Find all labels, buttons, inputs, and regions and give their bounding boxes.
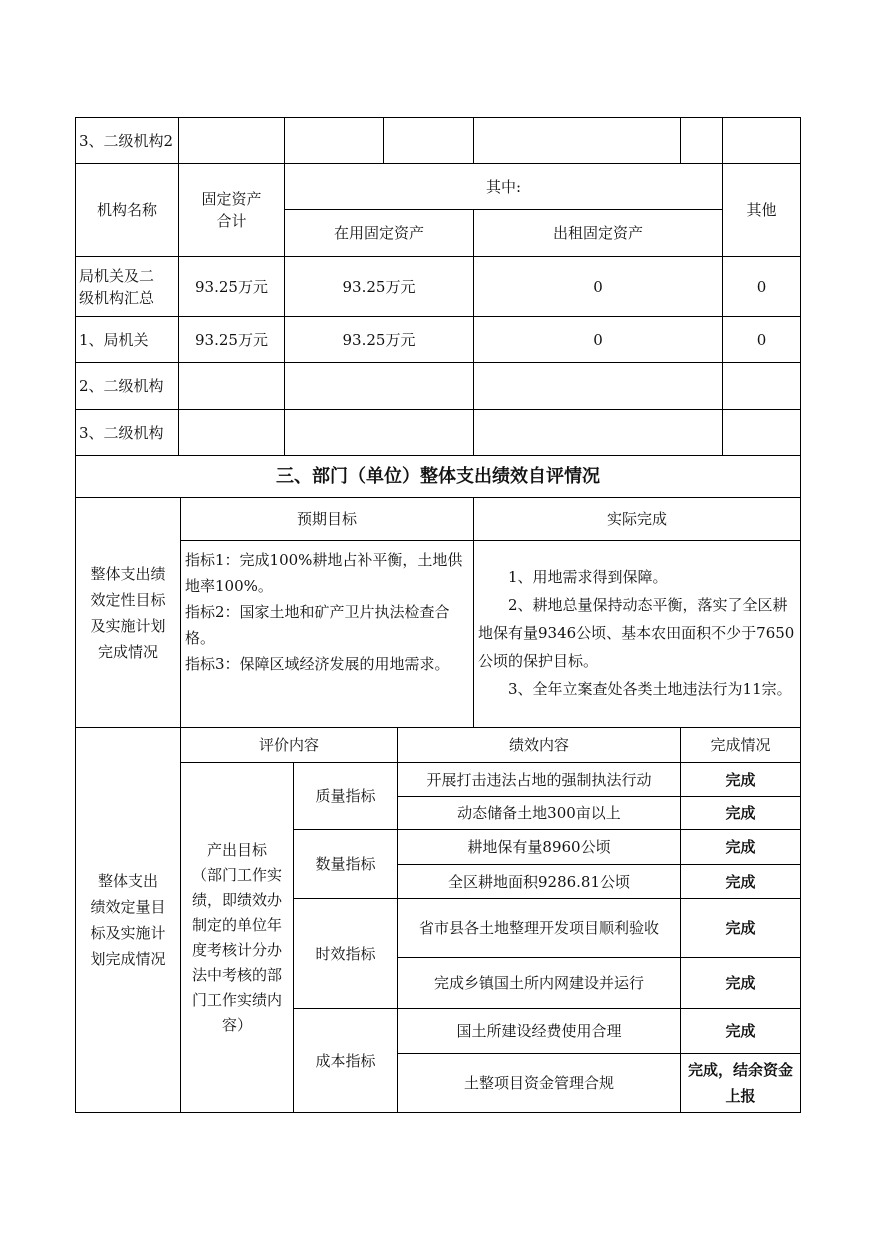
row-name: 3、二级机构 [79,423,164,442]
actual-results [474,541,800,727]
perf-item: 土整项目资金管理合规 [463,1074,614,1092]
output-target: 产出目标 （部门工作实 绩，即绩效办 制定的单位年 度考核计分办 法中考核的部 门工作实绩内 容） [191,840,282,1034]
status-cell: 完成 [725,974,756,992]
status-cell: 完成 [725,804,756,822]
perf-item: 国土所建设经费使用合理 [456,1022,622,1040]
quantitative-label: 整体支出 绩效定量目 标及实施计 划完成情况 [90,872,166,968]
section-title: 三、部门（单位）整体支出绩效自评情况 [276,465,600,487]
status-cell: 完成 [725,872,756,891]
perf-item: 开展打击违法占地的强制执法行动 [426,770,652,789]
status-cell: 完成 [725,838,756,856]
row-name: 局机关及二 级机构汇总 [79,266,155,307]
row-in-use: 93.25万元 [342,277,416,296]
status-cell: 完成，结余资金 上报 [687,1061,793,1105]
row-name: 1、局机关 [79,330,149,349]
row-total: 93.25万元 [195,277,268,296]
status-cell: 完成 [725,770,756,789]
perf-item: 动态储备土地300亩以上 [457,804,621,822]
row-name: 2、二级机构 [79,377,164,395]
indicator-group-quality: 质量指标 [315,787,376,805]
indicator-group-quantity: 数量指标 [315,855,376,873]
actual-result: 1、用地需求得到保障。 [508,568,668,586]
expected-goal: 指标2：国家土地和矿产卫片执法检查合格。 [185,603,450,647]
row-in-use: 93.25万元 [342,330,416,349]
status-cell: 完成 [725,1022,756,1040]
top-row-label: 3、二级机构2 [79,131,174,150]
indicator-group-cost: 成本指标 [315,1051,376,1070]
row-other: 0 [756,330,767,349]
actual-header: 实际完成 [606,510,667,528]
perf-header: 绩效内容 [508,736,569,754]
header-total: 固定资产 合计 [201,190,262,230]
indicator-group-timeliness: 时效指标 [315,944,376,963]
perf-item: 完成乡镇国土所内网建设并运行 [433,974,644,992]
row-total: 93.25万元 [195,330,268,349]
eval-header: 评价内容 [258,736,319,754]
perf-item: 省市县各土地整理开发项目顺利验收 [418,919,659,937]
row-rented: 0 [593,277,603,296]
header-rented: 出租固定资产 [552,224,643,242]
expected-goal: 指标3：保障区域经济发展的用地需求。 [185,655,450,673]
header-other: 其他 [746,201,777,219]
actual-result: 2、耕地总量保持动态平衡，落实了全区耕地保有量9346公顷、基本农田面积不少于7650公顷的保护目标。 [478,596,795,670]
expected-header: 预期目标 [296,510,357,528]
actual-result: 3、全年立案查处各类土地违法行为11宗。 [508,680,792,698]
header-among: 其中: [485,177,522,196]
perf-item: 耕地保有量8960公顷 [467,838,611,856]
status-cell: 完成 [725,919,756,937]
expected-goals [181,541,473,727]
qualitative-label: 整体支出绩 效定性目标 及实施计划 完成情况 [90,564,166,661]
status-header: 完成情况 [710,736,771,754]
row-other: 0 [756,277,767,296]
row-rented: 0 [593,330,603,349]
perf-item: 全区耕地面积9286.81公顷 [447,872,631,891]
expected-goal: 指标1：完成100%耕地占补平衡，土地供地率100%。 [185,551,463,595]
header-in-use: 在用固定资产 [333,224,424,242]
header-name: 机构名称 [96,201,157,219]
